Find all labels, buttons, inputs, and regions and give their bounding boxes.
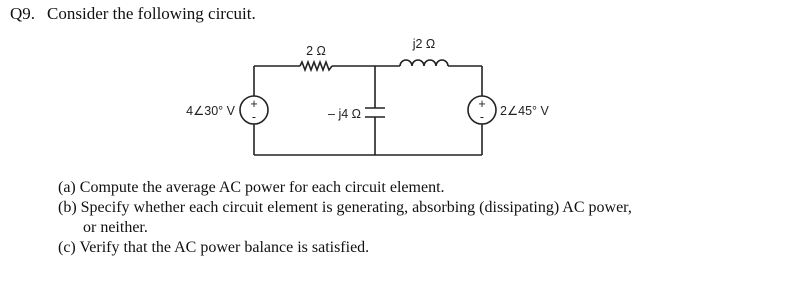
part-c-label: (c) — [58, 239, 76, 256]
question-parts — [58, 178, 632, 258]
resistor-symbol — [300, 62, 332, 70]
question-number: Q9. — [10, 4, 36, 23]
left-source-plus: + — [250, 97, 258, 111]
part-a-label: (a) — [58, 179, 76, 196]
part-a — [58, 178, 632, 198]
left-source-label: 4∠30° V — [186, 104, 235, 118]
capacitor-label: – j4 Ω — [328, 107, 361, 121]
right-source-minus: - — [479, 110, 485, 124]
left-source-minus: - — [251, 110, 257, 124]
part-b — [58, 198, 632, 238]
resistor-label: 2 Ω — [306, 44, 326, 58]
part-c-text: Verify that the AC power balance is satisfied. — [79, 239, 370, 256]
inductor-label: j2 Ω — [412, 37, 436, 51]
part-a-text: Compute the average AC power for each circuit element. — [79, 179, 445, 196]
inductor-symbol — [400, 60, 448, 66]
part-b-label: (b) — [58, 199, 77, 216]
right-source-label: 2∠45° V — [500, 104, 549, 118]
part-c — [58, 238, 632, 258]
right-source-plus: + — [478, 97, 486, 111]
part-b-continuation: or neither. — [83, 219, 148, 236]
right-voltage-source — [468, 96, 496, 124]
left-voltage-source — [240, 96, 268, 124]
part-b-text: Specify whether each circuit element is generating, absorbing (dissipating) AC power, — [80, 199, 632, 216]
question-prompt: Consider the following circuit. — [47, 4, 256, 23]
